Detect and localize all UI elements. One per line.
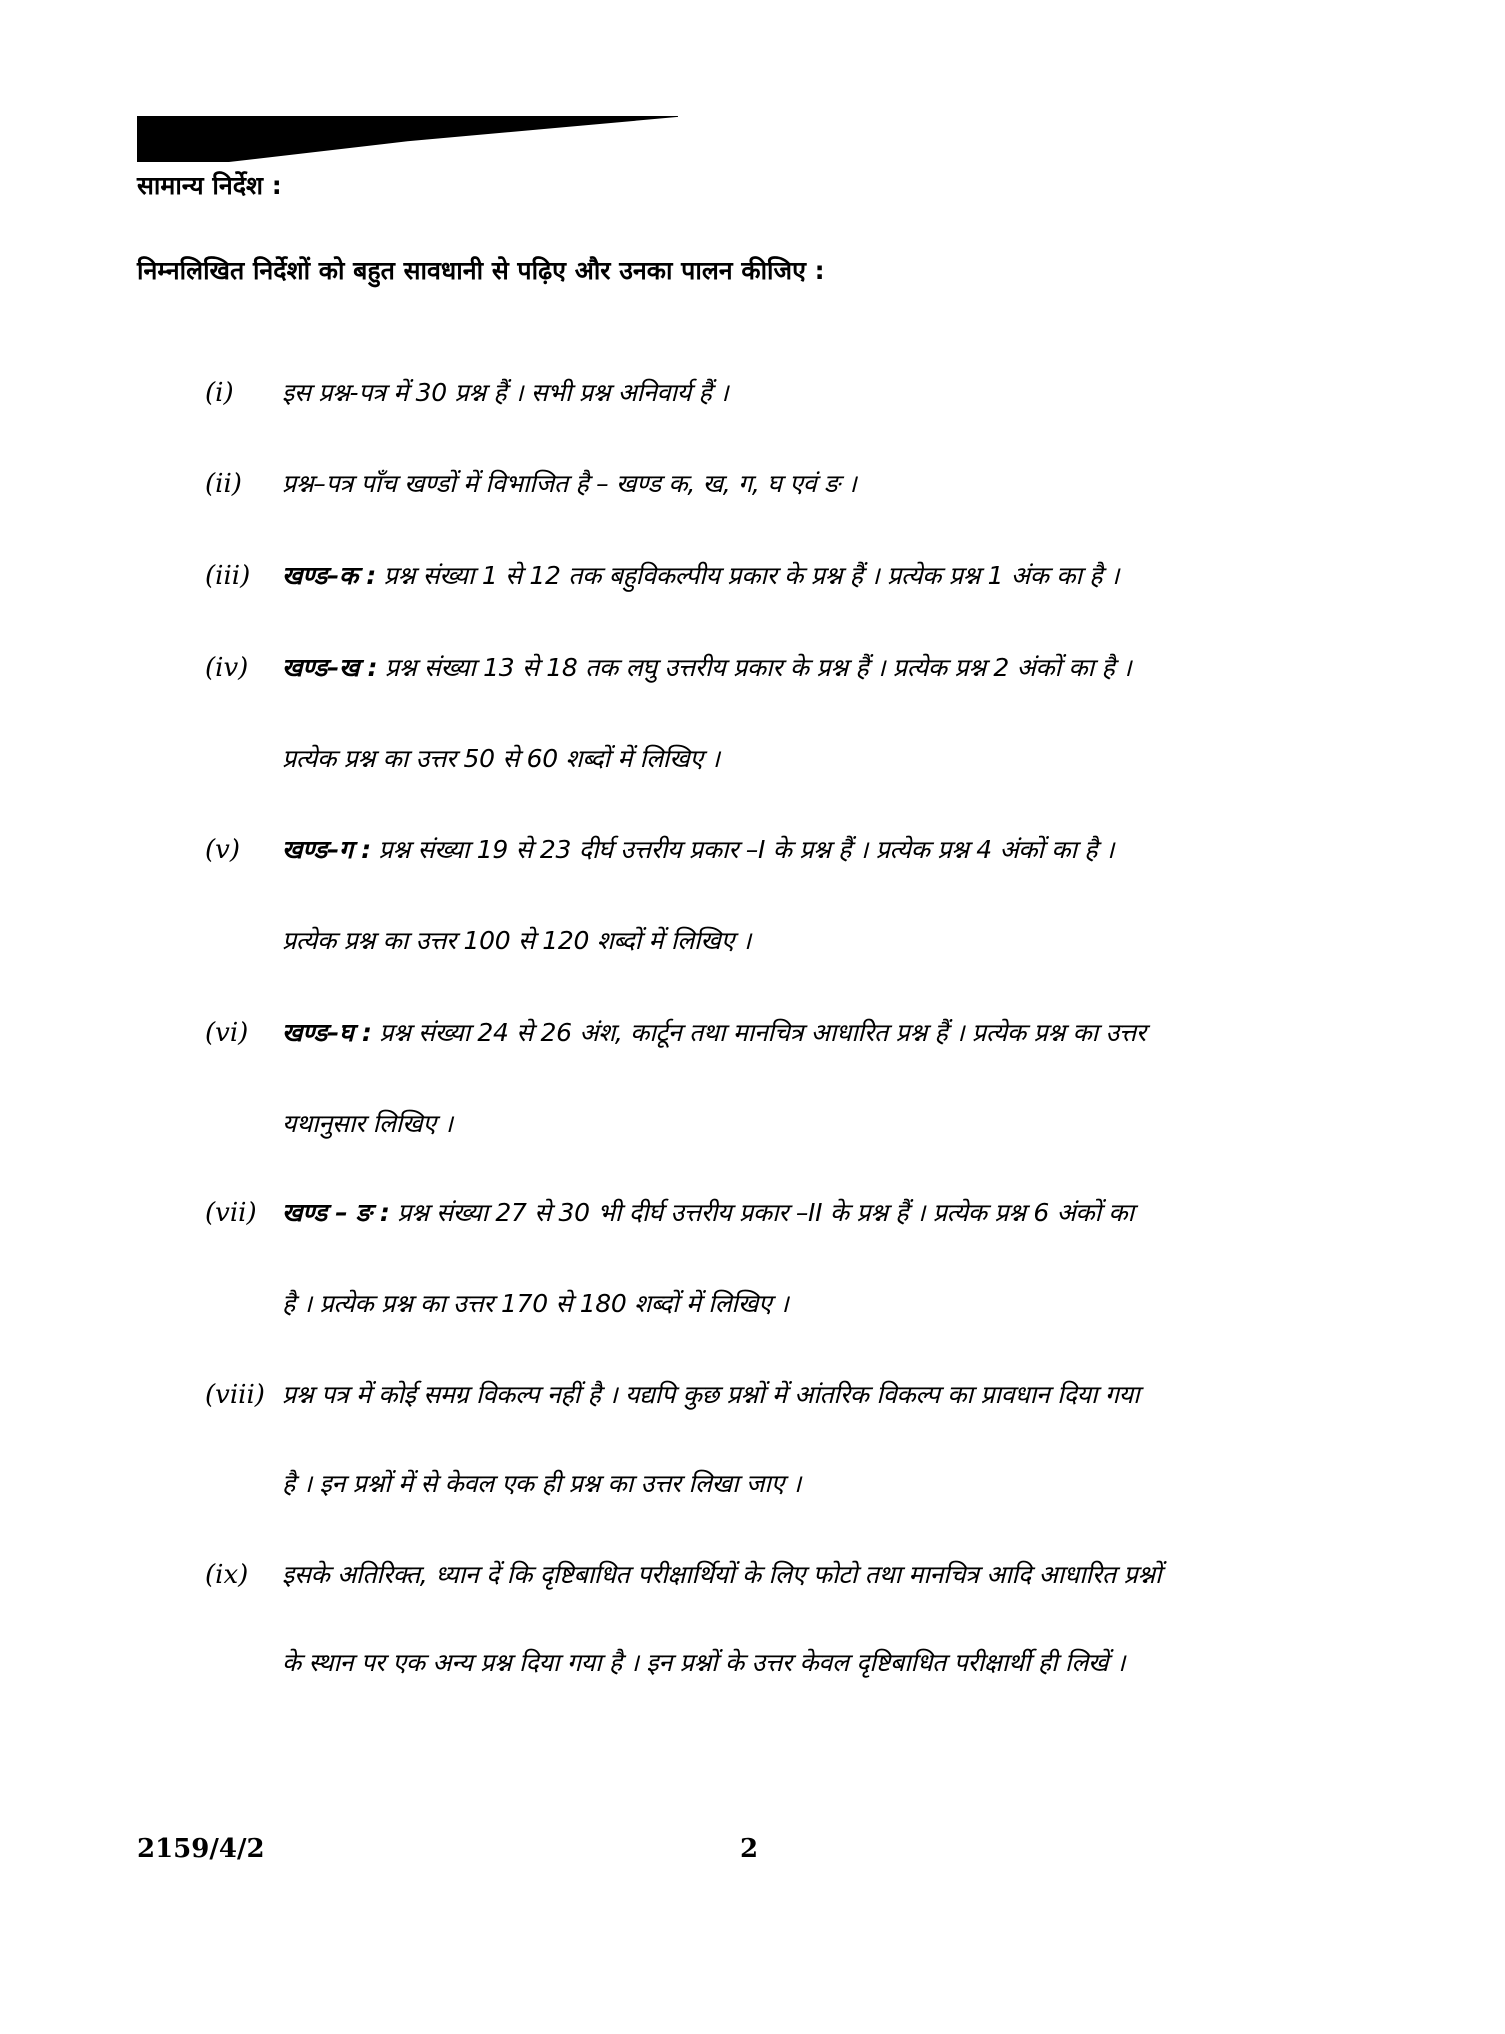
instruction-text: इस प्रश्न-पत्र में 30 प्रश्न हैं । सभी प्रश्न अनिवार्य हैं । (282, 378, 729, 407)
instruction-text: है । इन प्रश्नों में से केवल एक ही प्रश्न का उत्तर लिखा जाए । (282, 1469, 801, 1498)
instruction-text: प्रत्येक प्रश्न का उत्तर 100 से 120 शब्दों में लिखिए । (282, 926, 751, 955)
instruction-numeral: (vii) (205, 1198, 257, 1228)
instruction-body: प्रश्न संख्या 27 से 30 भी दीर्घ उत्तरीय प्रकार –II के प्रश्न हैं । प्रत्येक प्रश्न 6 अंकों का (397, 1198, 1134, 1227)
instruction-numeral: (i) (205, 378, 234, 408)
instruction-item-8-continued (0, 1464, 1505, 1504)
instruction-body: प्रश्न संख्या 24 से 26 अंश, कार्टून तथा मानचित्र आधारित प्रश्न हैं । प्रत्येक प्रश्न का उत्तर (379, 1018, 1146, 1047)
paper-code: 2159/4/2 (137, 1834, 265, 1864)
instruction-item-9-continued (0, 1643, 1505, 1683)
instruction-text (282, 648, 1131, 688)
instruction-item-3 (0, 556, 1505, 596)
instruction-item-5 (0, 830, 1505, 870)
instruction-text: इसके अतिरिक्त, ध्यान दें कि दृष्टिबाधित परीक्षार्थियों के लिए फोटो तथा मानचित्र आदि आधारित प्रश्नों (282, 1560, 1162, 1589)
instruction-text (282, 1013, 1146, 1053)
instruction-body: प्रश्न संख्या 1 से 12 तक बहुविकल्पीय प्रकार के प्रश्न हैं । प्रत्येक प्रश्न 1 अंक का है । (383, 561, 1120, 590)
instruction-text (282, 830, 1114, 870)
instruction-numeral: (viii) (205, 1380, 265, 1410)
instruction-numeral: (vi) (205, 1018, 249, 1048)
instruction-item-1 (0, 373, 1505, 413)
instruction-numeral: (iii) (205, 561, 251, 591)
instruction-text: प्रश्न पत्र में कोई समग्र विकल्प नहीं है । यद्यपि कुछ प्रश्नों में आंतरिक विकल्प का प्रावधान दिया गया (282, 1380, 1140, 1409)
instruction-item-9 (0, 1555, 1505, 1595)
instruction-text: है । प्रत्येक प्रश्न का उत्तर 170 से 180 शब्दों में लिखिए । (282, 1289, 789, 1318)
instruction-numeral: (ix) (205, 1560, 249, 1590)
instruction-text (282, 1193, 1134, 1233)
instruction-text: के स्थान पर एक अन्य प्रश्न दिया गया है । इन प्रश्नों के उत्तर केवल दृष्टिबाधित परीक्षार्थी ही लिखें । (282, 1648, 1126, 1677)
instruction-item-7-continued (0, 1284, 1505, 1324)
section-label: खण्ड – ङ : (282, 1198, 390, 1227)
instruction-numeral: (v) (205, 835, 240, 865)
section-label: खण्ड–क : (282, 561, 377, 590)
instruction-item-5-continued (0, 921, 1505, 961)
redaction-bar (137, 116, 678, 162)
page-number: 2 (740, 1834, 759, 1864)
instruction-item-4 (0, 648, 1505, 688)
instruction-item-7 (0, 1193, 1505, 1233)
instruction-item-4-continued (0, 739, 1505, 779)
instruction-body: प्रश्न संख्या 19 से 23 दीर्घ उत्तरीय प्रकार –I के प्रश्न हैं । प्रत्येक प्रश्न 4 अंकों का है । (378, 835, 1115, 864)
instruction-text: यथानुसार लिखिए । (282, 1109, 453, 1138)
instruction-numeral: (ii) (205, 469, 242, 499)
section-label: खण्ड–घ : (282, 1018, 372, 1047)
instruction-text (282, 556, 1119, 596)
section-label: खण्ड–ग : (282, 835, 371, 864)
intro-text: निम्नलिखित निर्देशों को बहुत सावधानी से पढ़िए और उनका पालन कीजिए : (137, 256, 825, 285)
instruction-text: प्रश्न–पत्र पाँच खण्डों में विभाजित है – खण्ड क, ख, ग, घ एवं ङ । (282, 469, 857, 498)
instruction-body: प्रश्न संख्या 13 से 18 तक लघु उत्तरीय प्रकार के प्रश्न हैं । प्रत्येक प्रश्न 2 अंकों का है । (384, 653, 1132, 682)
instruction-text: प्रत्येक प्रश्न का उत्तर 50 से 60 शब्दों में लिखिए । (282, 744, 720, 773)
instruction-item-6 (0, 1013, 1505, 1053)
instruction-item-2 (0, 464, 1505, 504)
instruction-numeral: (iv) (205, 653, 249, 683)
instruction-item-6-continued (0, 1104, 1505, 1144)
section-title: सामान्य निर्देश : (137, 171, 282, 200)
instruction-item-8 (0, 1375, 1505, 1415)
section-label: खण्ड–ख : (282, 653, 378, 682)
